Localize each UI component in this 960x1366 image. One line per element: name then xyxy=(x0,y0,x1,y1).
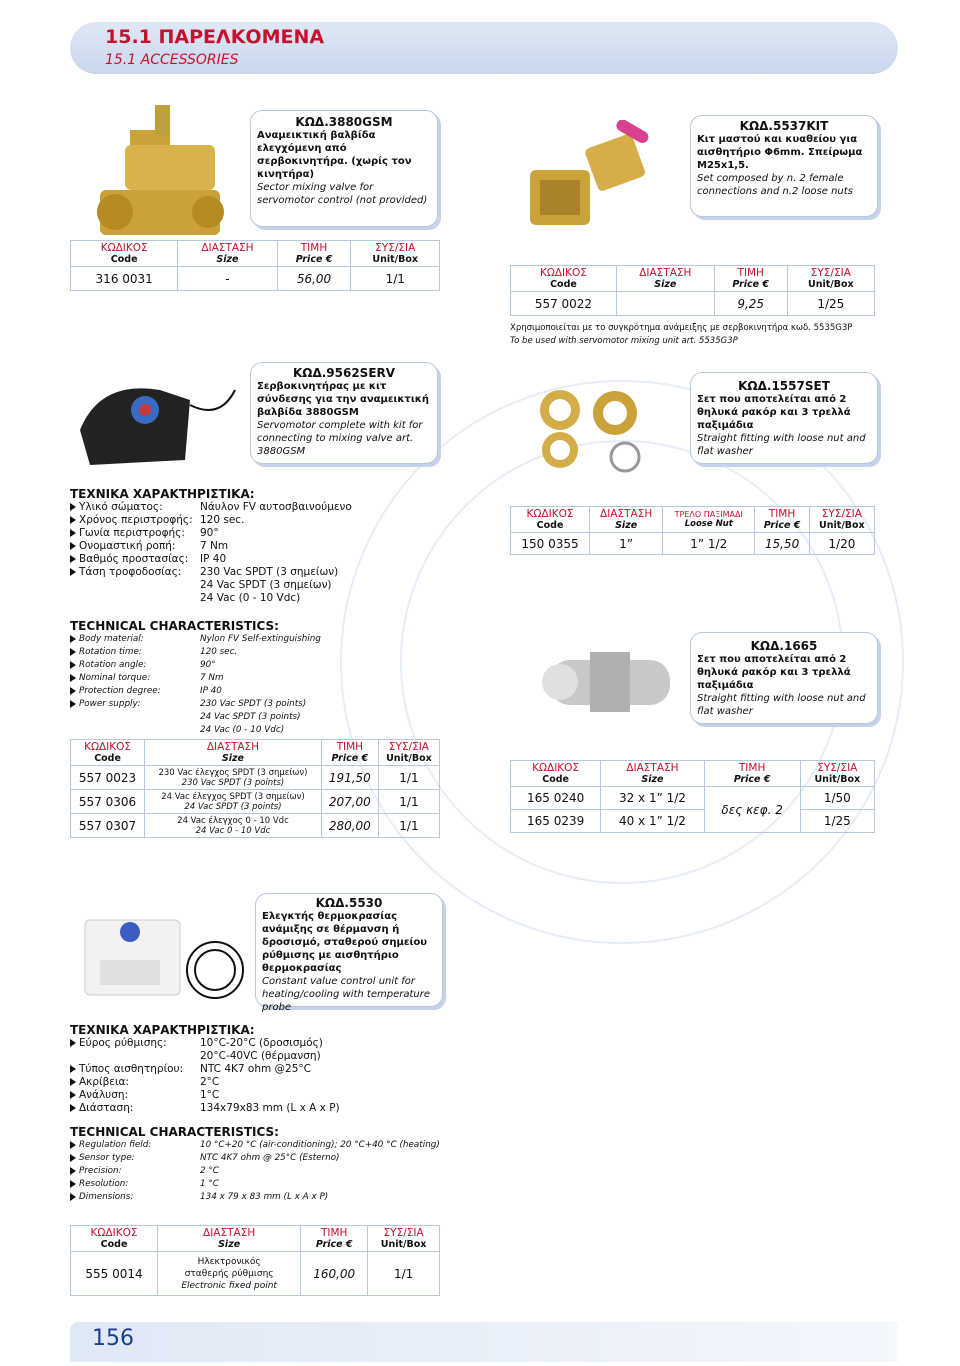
spec-label-text: Resolution: xyxy=(79,1179,129,1189)
spec-value: 1 °C xyxy=(200,1179,219,1189)
spec-label-text: Body material: xyxy=(79,634,144,644)
specs-extra-en xyxy=(70,711,400,737)
header-code-gr: ΚΩΔΙΚΟΣ xyxy=(84,741,132,753)
spec-value: 10°C-20°C (δροσισμός) xyxy=(200,1037,323,1049)
spec-value: 7 Nm xyxy=(200,673,224,683)
spec-label xyxy=(70,1037,200,1050)
header-unit-en: Unit/Box xyxy=(814,774,861,785)
spec-label-text: Χρόνος περιστροφής: xyxy=(79,514,193,526)
bullet-triangle-icon xyxy=(70,648,76,656)
spec-label-text: Γωνία περιστροφής: xyxy=(79,527,185,539)
spec-label xyxy=(70,633,200,646)
header-price-gr: ΤΙΜΗ xyxy=(300,242,328,254)
spec-label-text: Υλικό σώματος: xyxy=(79,501,163,513)
spec-label-text: Βαθμός προστασίας: xyxy=(79,553,189,565)
spec-row xyxy=(70,514,400,527)
header-price-en: Price € xyxy=(732,279,770,290)
header-price-en: Price € xyxy=(733,774,771,785)
footer-bar xyxy=(70,1322,898,1362)
bullet-triangle-icon xyxy=(70,568,76,576)
spec-value: 230 Vac SPDT (3 points) xyxy=(200,699,307,709)
header-unit-en: Unit/Box xyxy=(380,1239,427,1250)
bullet-triangle-icon xyxy=(70,555,76,563)
spec-label xyxy=(70,501,200,514)
header-code-en: Code xyxy=(536,520,564,531)
cell-unit: 1/1 xyxy=(378,790,439,814)
description-en: Servomotor complete with kit for connecting to mixing valve art. 3880GSM xyxy=(257,420,423,457)
spec-row xyxy=(70,1191,470,1204)
spec-value: 120 sec. xyxy=(200,514,245,526)
header-code-gr: ΚΩΔΙΚΟΣ xyxy=(532,762,580,774)
header-size-en: Size xyxy=(615,520,638,531)
header-loose-gr: ΤΡΕΛΟ ΠΑΞΙΜΑΔΙ xyxy=(674,510,743,519)
spec-label xyxy=(70,553,200,566)
table-row xyxy=(71,814,440,838)
cell-unit: 1/25 xyxy=(800,810,874,833)
description-en: Set composed by n. 2 female connections and n.2 loose nuts xyxy=(697,173,853,197)
info-box-1557set xyxy=(690,372,878,464)
header-code-gr: ΚΩΔΙΚΟΣ xyxy=(539,267,587,279)
spec-label xyxy=(70,1152,200,1165)
spec-value: IP 40 xyxy=(200,686,222,696)
spec-label xyxy=(70,566,200,579)
header-size-en: Size xyxy=(216,254,239,265)
header-code-en: Code xyxy=(542,774,569,785)
spec-row xyxy=(70,672,400,685)
spec-row xyxy=(70,1152,470,1165)
specs-list-en xyxy=(70,1139,470,1204)
header-price-gr: ΤΙΜΗ xyxy=(737,267,764,279)
table-row xyxy=(71,790,440,814)
cell-price-note: δες κεφ. 2 xyxy=(704,787,800,833)
spec-label-text: Τάση τροφοδοσίας: xyxy=(79,566,182,578)
spec-label-text: Power supply: xyxy=(79,699,141,709)
bullet-triangle-icon xyxy=(70,635,76,643)
spec-row xyxy=(70,540,400,553)
spec-row xyxy=(70,659,400,672)
spec-row xyxy=(70,501,400,514)
spec-value: 1°C xyxy=(200,1089,220,1101)
note-gr: Χρησιμοποιείται με το συγκρότημα ανάμειξης με σερβοκινητήρα κωδ. 5535G3P xyxy=(510,323,853,333)
header-size-gr: ΔΙΑΣΤΑΣΗ xyxy=(201,242,254,254)
bullet-triangle-icon xyxy=(70,1091,76,1099)
spec-value: 134 x 79 x 83 mm (L x A x P) xyxy=(200,1192,329,1202)
spec-label xyxy=(70,1063,200,1076)
info-box-5537kit xyxy=(690,115,878,217)
spec-label-text: Rotation angle: xyxy=(79,660,147,670)
spec-value: 120 sec. xyxy=(200,647,238,657)
spec-label-text: Ακρίβεια: xyxy=(79,1076,129,1088)
cell-unit: 1/1 xyxy=(378,814,439,838)
description-gr: Σετ που αποτελείται από 2 θηλυκά ρακόρ και 3 τρελλά παξιμάδια xyxy=(697,654,851,691)
header-unit-gr: ΣΥΣ/ΣΙΑ xyxy=(383,1227,424,1239)
spec-row xyxy=(70,1076,470,1089)
header-size-en: Size xyxy=(641,774,664,785)
header-code-gr: ΚΩΔΙΚΟΣ xyxy=(90,1227,138,1239)
price-table-1557set xyxy=(510,506,875,555)
spec-row xyxy=(70,1050,470,1063)
bullet-triangle-icon xyxy=(70,1065,76,1073)
bullet-triangle-icon xyxy=(70,516,76,524)
page-number: 156 xyxy=(92,1326,134,1351)
header-size-gr: ΔΙΑΣΤΑΣΗ xyxy=(626,762,679,774)
info-box-3880gsm xyxy=(250,110,438,227)
cell-price: 280,00 xyxy=(321,814,378,838)
description-gr: Σετ που αποτελείται από 2 θηλυκά ρακόρ και 3 τρελλά παξιμάδια xyxy=(697,394,851,431)
header-size-en: Size xyxy=(654,279,677,290)
header-unit-en: Unit/Box xyxy=(808,279,854,290)
header-unit-en: Unit/Box xyxy=(372,254,419,265)
cell-unit: 1/25 xyxy=(787,292,874,316)
bullet-triangle-icon xyxy=(70,503,76,511)
spec-label-text: Nominal torque: xyxy=(79,673,151,683)
specs-title-en: TECHNICAL CHARACTERISTICS: xyxy=(70,1125,279,1139)
product-code: ΚΩΔ.9562SERV xyxy=(292,366,396,380)
header-code-en: Code xyxy=(100,1239,128,1250)
header-size-en: Size xyxy=(221,753,244,764)
cell-size-en: 24 Vac SPDT (3 points) xyxy=(184,801,282,812)
price-table-1665 xyxy=(510,760,875,833)
bullet-triangle-icon xyxy=(70,1039,76,1047)
header-unit-gr: ΣΥΣ/ΣΙΑ xyxy=(817,762,858,774)
cell-price: 9,25 xyxy=(714,292,787,316)
spec-row xyxy=(70,1165,470,1178)
cell-size-gr: 24 Vac έλεγχος SPDT (3 σημείων) xyxy=(161,791,305,802)
cell-size xyxy=(616,292,714,316)
spec-value-extra: 24 Vac SPDT (3 σημείων) xyxy=(200,579,332,591)
description-en: Constant value control unit for heating/cooling with temperature probe xyxy=(262,976,430,1013)
spec-value: 230 Vac SPDT (3 σημείων) xyxy=(200,566,339,578)
price-table-9562serv xyxy=(70,739,440,838)
spec-label xyxy=(70,1178,200,1191)
spec-value: NTC 4K7 ohm @ 25°C (Esterno) xyxy=(200,1153,340,1163)
header-code-gr: ΚΩΔΙΚΟΣ xyxy=(100,242,148,254)
spec-label xyxy=(70,1165,200,1178)
spec-label xyxy=(70,659,200,672)
table-row xyxy=(511,787,875,810)
description-en: Sector mixing valve for servomotor control (not provided) xyxy=(257,182,428,206)
cell-price: 191,50 xyxy=(321,766,378,790)
tech-specs-5530 xyxy=(70,1023,470,1204)
spec-label xyxy=(70,672,200,685)
cell-price: 15,50 xyxy=(755,533,809,555)
header-unit-gr: ΣΥΣ/ΣΙΑ xyxy=(388,741,429,753)
spec-label-text: Rotation time: xyxy=(79,647,142,657)
spec-label-text: Ονομαστική ροπή: xyxy=(79,540,176,552)
spec-label xyxy=(70,1102,200,1115)
description-gr: Κιτ μαστού και κυαθείου για αισθητήριο Φ6mm. Σπείρωμα M25x1,5. xyxy=(697,134,863,171)
cell-code: 557 0307 xyxy=(71,814,145,838)
cell-unit: 1/1 xyxy=(351,267,440,291)
product-image-1665 xyxy=(540,630,680,730)
cell-code: 165 0240 xyxy=(511,787,601,810)
table-row xyxy=(511,292,875,316)
spec-value-extra: 24 Vac (0 - 10 Vdc) xyxy=(200,592,301,604)
header-code-en: Code xyxy=(110,254,138,265)
cell-price: 207,00 xyxy=(321,790,378,814)
cell-code: 555 0014 xyxy=(71,1252,158,1296)
spec-label-text: Sensor type: xyxy=(79,1153,135,1163)
spec-value: 2 °C xyxy=(200,1166,219,1176)
spec-label xyxy=(70,1139,200,1152)
tech-specs-servomotor xyxy=(70,487,400,737)
price-table-5530 xyxy=(70,1225,440,1296)
cell-size-gr: Ηλεκτρονικός σταθερής ρύθμισης xyxy=(184,1256,274,1279)
header-unit-en: Unit/Box xyxy=(819,520,865,531)
description-en: Straight fitting with loose nut and flat washer xyxy=(697,433,866,457)
cell-size-en: 230 Vac SPDT (3 points) xyxy=(181,777,285,788)
spec-value: 20°C-40VC (θέρμανση) xyxy=(200,1050,321,1062)
header-price-gr: ΤΙΜΗ xyxy=(336,741,364,753)
header-code-en: Code xyxy=(94,753,121,764)
spec-row xyxy=(70,1063,470,1076)
specs-list-en xyxy=(70,633,400,711)
spec-label xyxy=(70,646,200,659)
cell-code: 316 0031 xyxy=(71,267,178,291)
info-box-1665 xyxy=(690,632,878,724)
spec-value: 134x79x83 mm (L x A x P) xyxy=(200,1102,340,1114)
bullet-triangle-icon xyxy=(70,1180,76,1188)
cell-code: 150 0355 xyxy=(511,533,590,555)
spec-label xyxy=(70,1050,200,1063)
spec-value: Nylon FV Self-extinguishing xyxy=(200,634,321,644)
spec-row xyxy=(70,1037,470,1050)
spec-label-text: Εύρος ρύθμισης: xyxy=(79,1037,167,1049)
page-subtitle: 15.1 ACCESSORIES xyxy=(105,52,239,68)
cell-loose-nut: 1” 1/2 xyxy=(663,533,755,555)
spec-value: NTC 4K7 ohm @25°C xyxy=(200,1063,311,1075)
cell-size-en: 24 Vac 0 - 10 Vdc xyxy=(195,825,271,836)
info-box-9562serv xyxy=(250,362,438,464)
spec-value: 90° xyxy=(200,660,216,670)
specs-title-en: TECHNICAL CHARACTERISTICS: xyxy=(70,619,279,633)
spec-value: 7 Nm xyxy=(200,540,229,552)
cell-unit: 1/1 xyxy=(378,766,439,790)
table-row xyxy=(71,267,440,291)
table-row xyxy=(71,766,440,790)
header-code-gr: ΚΩΔΙΚΟΣ xyxy=(526,508,574,520)
spec-row xyxy=(70,1089,470,1102)
header-price-gr: ΤΙΜΗ xyxy=(768,508,796,520)
spec-label xyxy=(70,1191,200,1204)
spec-label-text: Precision: xyxy=(79,1166,122,1176)
spec-row xyxy=(70,646,400,659)
description-gr: Αναμεικτική βαλβίδα ελεγχόμενη από σερβοκινητήρα. (χωρίς τον κινητήρα) xyxy=(257,130,412,180)
header-unit-gr: ΣΥΣ/ΣΙΑ xyxy=(810,267,851,279)
header-code-en: Code xyxy=(550,279,577,290)
spec-row xyxy=(70,566,400,579)
bullet-triangle-icon xyxy=(70,1104,76,1112)
spec-label xyxy=(70,685,200,698)
info-box-5530 xyxy=(255,893,443,1013)
cell-size: 40 x 1” 1/2 xyxy=(601,810,704,833)
cell-unit: 1/1 xyxy=(368,1252,440,1296)
product-image-5537kit xyxy=(520,120,670,230)
bullet-triangle-icon xyxy=(70,1167,76,1175)
header-size-en: Size xyxy=(218,1239,241,1250)
spec-row xyxy=(70,633,400,646)
bullet-triangle-icon xyxy=(70,529,76,537)
cell-code: 165 0239 xyxy=(511,810,601,833)
bullet-triangle-icon xyxy=(70,1154,76,1162)
spec-label xyxy=(70,527,200,540)
header-size-gr: ΔΙΑΣΤΑΣΗ xyxy=(203,1227,256,1239)
spec-label xyxy=(70,1076,200,1089)
spec-label xyxy=(70,514,200,527)
spec-row xyxy=(70,527,400,540)
cell-code: 557 0022 xyxy=(511,292,617,316)
spec-label-text: Dimensions: xyxy=(79,1192,134,1202)
spec-row xyxy=(70,1178,470,1191)
cell-unit: 1/20 xyxy=(809,533,874,555)
specs-title-gr: ΤΕΧΝΙΚΑ ΧΑΡΑΚΤΗΡΙΣΤΙΚΑ: xyxy=(70,1023,255,1037)
cell-size: 32 x 1” 1/2 xyxy=(601,787,704,810)
spec-value-extra: 24 Vac (0 - 10 Vdc) xyxy=(200,725,285,735)
table-row xyxy=(511,810,875,833)
spec-label-text: Ανάλυση: xyxy=(79,1089,129,1101)
spec-row xyxy=(70,698,400,711)
product-code: ΚΩΔ.3880GSM xyxy=(295,115,393,129)
spec-value: IP 40 xyxy=(200,553,227,565)
cell-size-gr: 230 Vac έλεγχος SPDT (3 σημείων) xyxy=(158,767,308,778)
product-image-1557set xyxy=(520,385,680,475)
spec-value: 10 °C+20 °C (air-conditioning); 20 °C+40 °C (heating) xyxy=(200,1140,440,1150)
cell-code: 557 0023 xyxy=(71,766,145,790)
specs-list-gr xyxy=(70,501,400,579)
spec-label xyxy=(70,698,200,711)
bullet-triangle-icon xyxy=(70,1078,76,1086)
price-table-3880gsm xyxy=(70,240,440,291)
spec-row xyxy=(70,1102,470,1115)
product-image-5530 xyxy=(75,900,250,1015)
spec-row xyxy=(70,685,400,698)
product-code: ΚΩΔ.5530 xyxy=(315,896,383,910)
spec-value: 2°C xyxy=(200,1076,220,1088)
header-price-en: Price € xyxy=(331,753,369,764)
bullet-triangle-icon xyxy=(70,700,76,708)
spec-label-text: Protection degree: xyxy=(79,686,161,696)
header-size-gr: ΔΙΑΣΤΑΣΗ xyxy=(600,508,653,520)
header-price-en: Price € xyxy=(315,1239,353,1250)
spec-label xyxy=(70,540,200,553)
header-unit-gr: ΣΥΣ/ΣΙΑ xyxy=(821,508,862,520)
table-row xyxy=(71,1252,440,1296)
spec-value-extra: 24 Vac SPDT (3 points) xyxy=(200,712,301,722)
product-image-9562serv xyxy=(70,370,240,470)
cell-code: 557 0306 xyxy=(71,790,145,814)
header-price-gr: ΤΙΜΗ xyxy=(738,762,766,774)
bullet-triangle-icon xyxy=(70,661,76,669)
cell-price: 160,00 xyxy=(301,1252,368,1296)
spec-label-text: Regulation field: xyxy=(79,1140,152,1150)
product-image-3880gsm xyxy=(90,100,230,250)
header-unit-gr: ΣΥΣ/ΣΙΑ xyxy=(375,242,416,254)
specs-list-gr xyxy=(70,1037,470,1115)
description-en: Straight fitting with loose nut and flat washer xyxy=(697,693,866,717)
header-size-gr: ΔΙΑΣΤΑΣΗ xyxy=(206,741,260,753)
product-code: ΚΩΔ.1557SET xyxy=(738,379,830,393)
spec-label-text: Διάσταση: xyxy=(79,1102,134,1114)
note-en: To be used with servomotor mixing unit art. 5535G3P xyxy=(510,336,738,346)
cell-size-en: Electronic fixed point xyxy=(181,1280,277,1291)
price-table-5537kit xyxy=(510,265,875,316)
header-unit-en: Unit/Box xyxy=(386,753,432,764)
product-code: ΚΩΔ.5537KIT xyxy=(739,119,829,133)
description-gr: Ελεγκτής θερμοκρασίας ανάμιξης σε θέρμανση ή δροσισμό, σταθερού σημείου ρύθμισης με αισθητήριο θερμοκρασίας xyxy=(262,911,427,974)
spec-row xyxy=(70,553,400,566)
spec-row xyxy=(70,1139,470,1152)
header-price-en: Price € xyxy=(295,254,333,265)
cell-size-gr: 24 Vac έλεγχος 0 - 10 Vdc xyxy=(177,815,289,826)
cell-size: 1” xyxy=(590,533,663,555)
page-title: 15.1 ΠΑΡΕΛΚΟΜΕΝΑ xyxy=(105,26,325,48)
header-loose-en: Loose Nut xyxy=(684,519,733,529)
header-price-gr: ΤΙΜΗ xyxy=(320,1227,348,1239)
spec-value: 90° xyxy=(200,527,219,539)
spec-value: Νάυλον FV αυτοσβαινούμενο xyxy=(200,501,352,513)
specs-extra-gr xyxy=(70,579,400,605)
product-code: ΚΩΔ.1665 xyxy=(750,639,818,653)
description-gr: Σερβοκινητήρας με κιτ σύνδεσης για την αναμεικτική βαλβίδα 3880GSM xyxy=(257,381,429,418)
header-price-en: Price € xyxy=(763,520,801,531)
bullet-triangle-icon xyxy=(70,1193,76,1201)
spec-label xyxy=(70,1089,200,1102)
bullet-triangle-icon xyxy=(70,1141,76,1149)
bullet-triangle-icon xyxy=(70,542,76,550)
header-size-gr: ΔΙΑΣΤΑΣΗ xyxy=(639,267,692,279)
specs-title-gr: ΤΕΧΝΙΚΑ ΧΑΡΑΚΤΗΡΙΣΤΙΚΑ: xyxy=(70,487,255,501)
cell-size: - xyxy=(178,267,277,291)
bullet-triangle-icon xyxy=(70,674,76,682)
cell-price: 56,00 xyxy=(277,267,351,291)
table-row xyxy=(511,533,875,555)
cell-unit: 1/50 xyxy=(800,787,874,810)
bullet-triangle-icon xyxy=(70,687,76,695)
spec-label-text: Τύπος αισθητηρίου: xyxy=(79,1063,184,1075)
